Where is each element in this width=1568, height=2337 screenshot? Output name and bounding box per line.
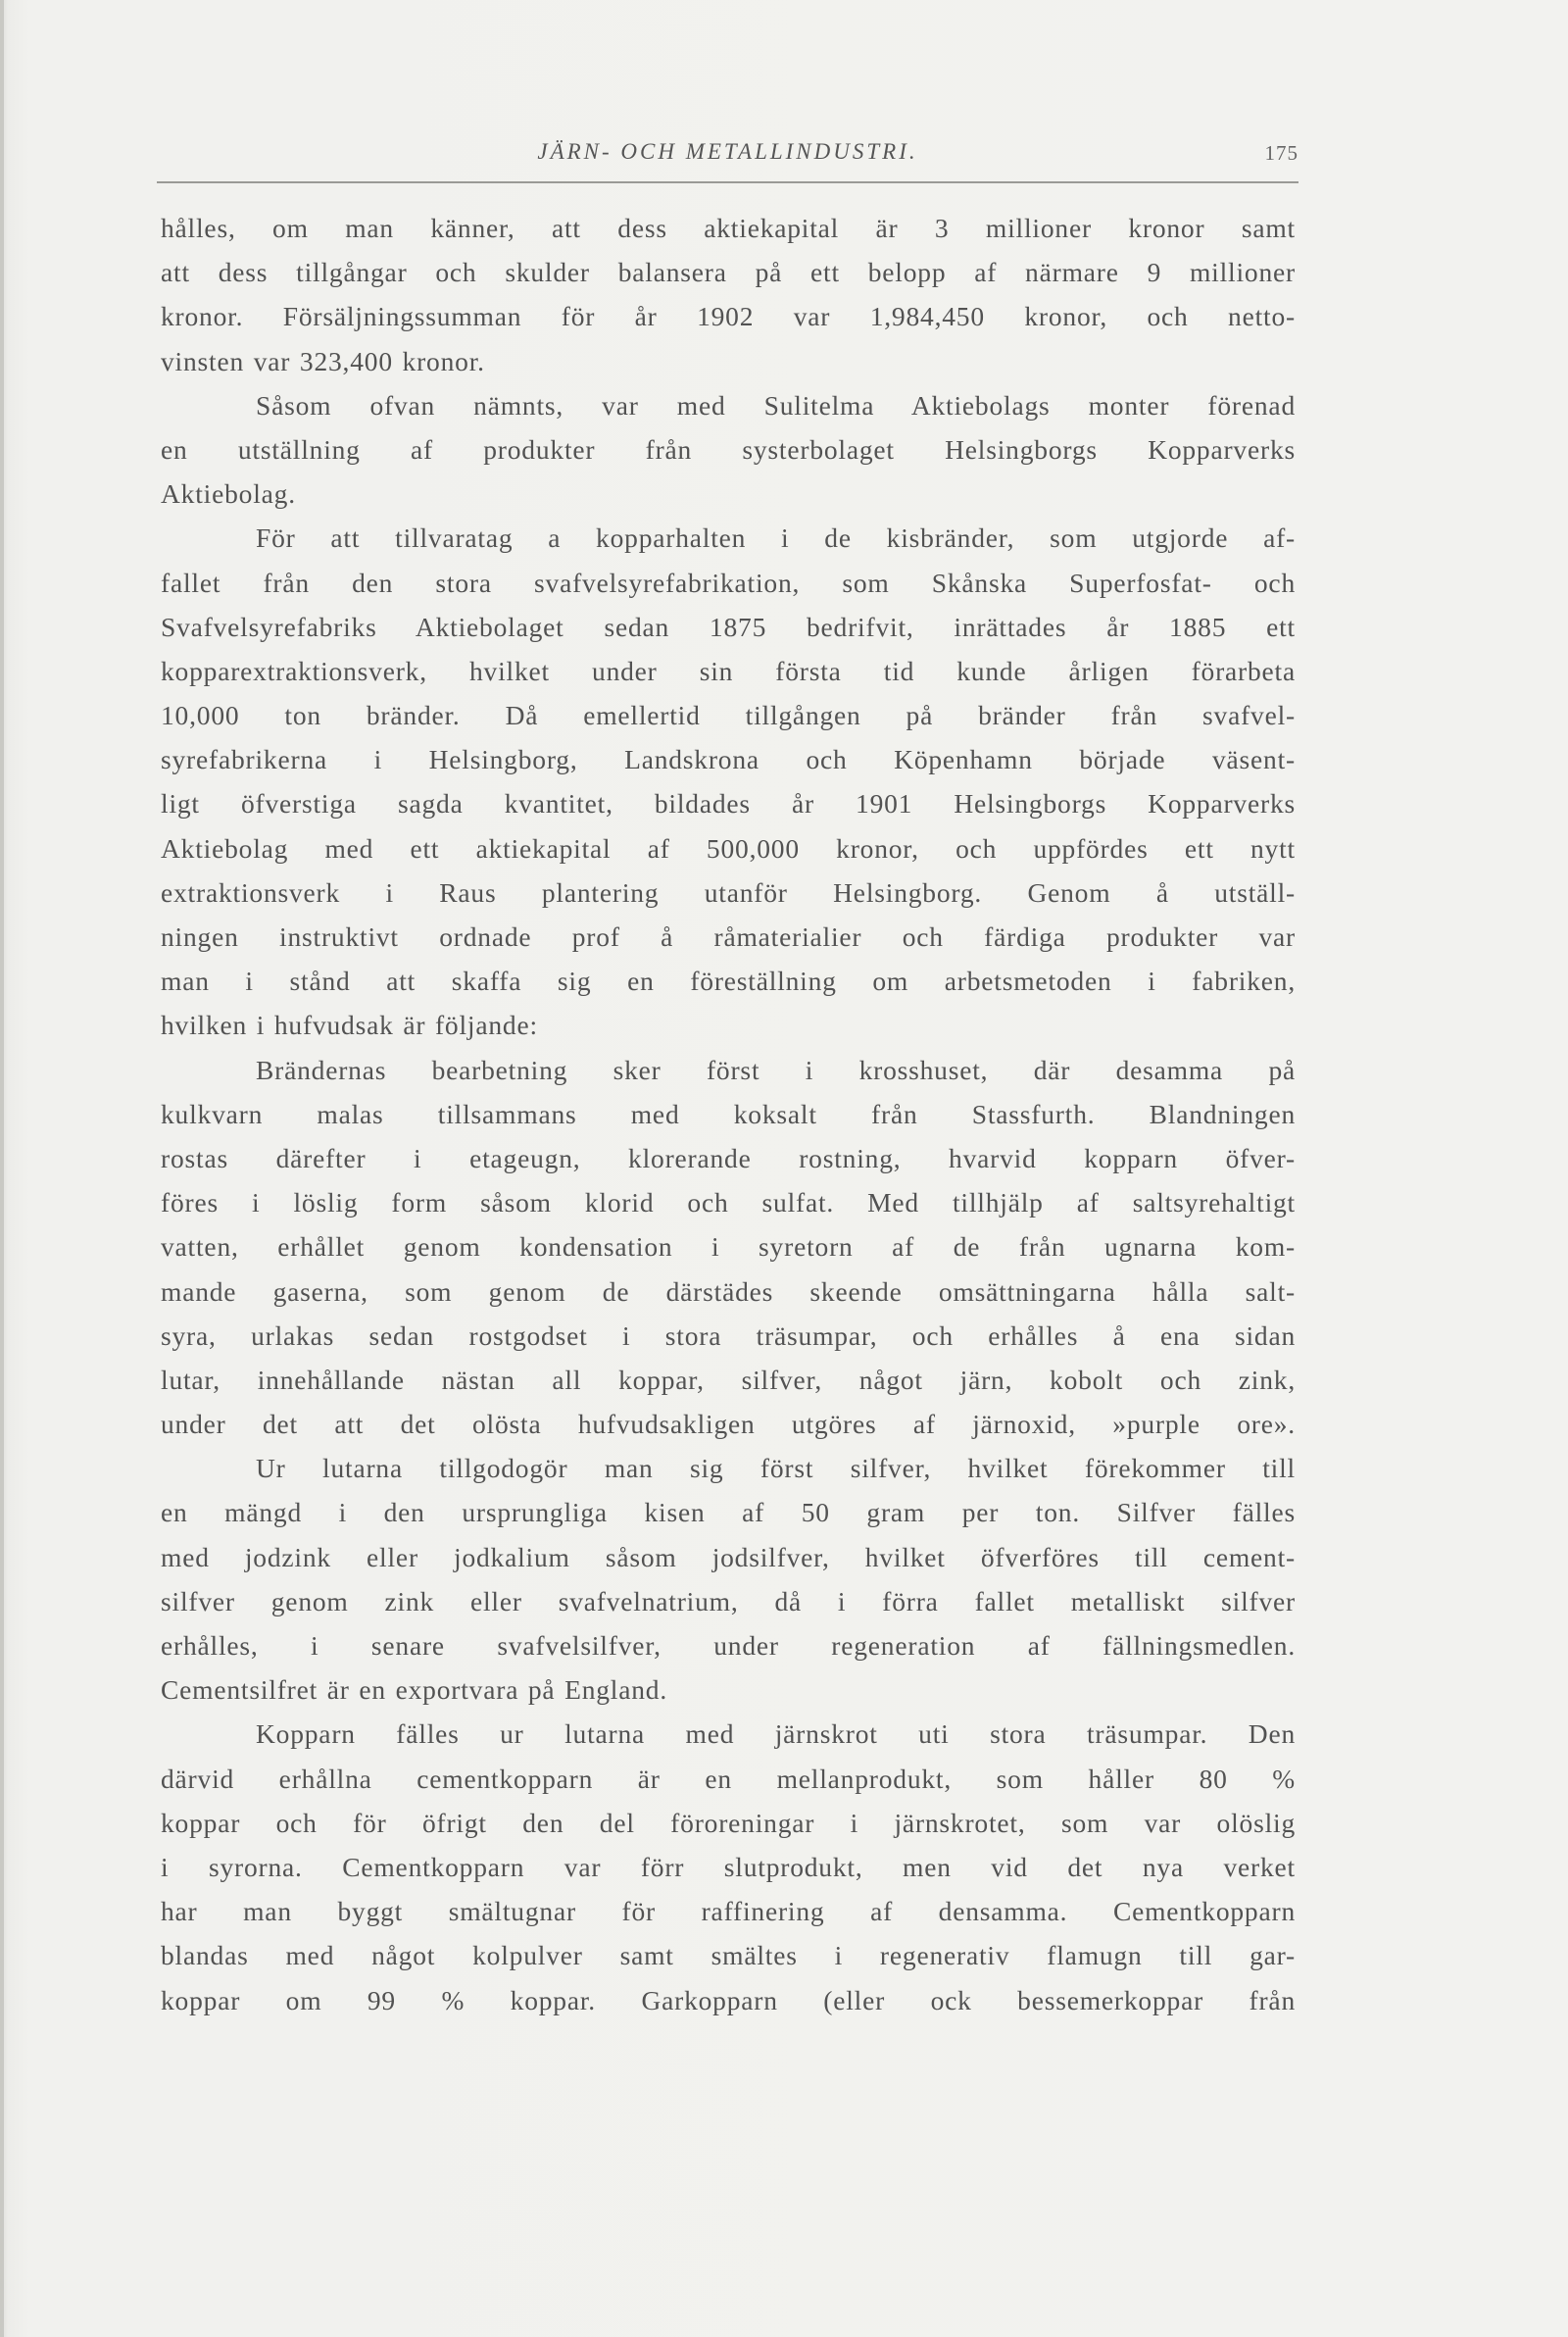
text-line: har man byggt smältugnar för raffinering af densamma. Cementkopparn [161, 1896, 1296, 1927]
text-line: i syrorna. Cementkopparn var förr slutprodukt, men vid det nya verket [161, 1851, 1296, 1882]
text-line: blandas med något kolpulver samt smältes i regenerativ flamugn till gar- [161, 1940, 1296, 1971]
text-line: kopparextraktionsverk, hvilket under sin första tid kunde årligen förarbeta [161, 655, 1296, 686]
page-number: 175 [1264, 141, 1298, 165]
text-line: kronor. Försäljningssumman för år 1902 var 1,984,450 kronor, och netto- [161, 301, 1296, 332]
text-line: ningen instruktivt ordnade prof å råmaterialier och färdiga produkter var [161, 921, 1296, 952]
text-line: fallet från den stora svafvelsyrefabrikation, som Skånska Superfosfat- och [161, 567, 1296, 598]
text-line: koppar och för öfrigt den del föroreningar i järnskrotet, som var olöslig [161, 1807, 1296, 1838]
text-line: en mängd i den ursprungliga kisen af 50 gram per ton. Silfver fälles [161, 1497, 1296, 1528]
text-line: erhålles, i senare svafvelsilfver, under regeneration af fällningsmedlen. [161, 1630, 1296, 1661]
text-line: Aktiebolag. [161, 478, 296, 510]
text-line: koppar om 99 % koppar. Garkopparn (eller ock bessemerkoppar från [161, 1984, 1296, 2015]
text-line: Kopparn fälles ur lutarna med järnskrot uti stora träsumpar. Den [256, 1718, 1296, 1750]
text-line: under det att det olösta hufvudsakligen utgöres af järnoxid, »purple ore». [161, 1409, 1296, 1440]
text-line: hvilken i hufvudsak är följande: [161, 1010, 538, 1041]
running-header [157, 133, 1298, 182]
text-line: hålles, om man känner, att dess aktiekapital är 3 millioner kronor samt [161, 213, 1296, 243]
running-title: JÄRN- OCH METALLINDUSTRI. [537, 139, 918, 164]
text-line: syrefabrikerna i Helsingborg, Landskrona och Köpenhamn började väsent- [161, 744, 1296, 775]
text-line: föres i löslig form såsom klorid och sulfat. Med tillhjälp af saltsyrehaltigt [161, 1187, 1296, 1218]
text-line: en utställning af produkter från systerbolaget Helsingborgs Kopparverks [161, 433, 1296, 465]
text-line: kulkvarn malas tillsammans med koksalt från Stassfurth. Blandningen [161, 1098, 1296, 1129]
text-line: därvid erhållna cementkopparn är en mellanprodukt, som håller 80 % [161, 1763, 1296, 1794]
text-line: ligt öfverstiga sagda kvantitet, bildades år 1901 Helsingborgs Kopparverks [161, 788, 1296, 820]
text-line: Svafvelsyrefabriks Aktiebolaget sedan 1875 bedrifvit, inrättades år 1885 ett [161, 611, 1296, 642]
header-rule [157, 181, 1298, 183]
text-line: Ur lutarna tillgodogör man sig först silfver, hvilket förekommer till [256, 1453, 1296, 1484]
text-line: mande gaserna, som genom de därstädes skeende omsättningarna hålla salt- [161, 1275, 1296, 1307]
text-line: att dess tillgångar och skulder balansera på ett belopp af närmare 9 millioner [161, 257, 1296, 288]
text-line: Cementsilfret är en exportvara på England. [161, 1674, 668, 1706]
text-line: rostas därefter i etageugn, klorerande rostning, hvarvid kopparn öfver- [161, 1142, 1296, 1173]
text-line: Aktiebolag med ett aktiekapital af 500,000 kronor, och uppfördes ett nytt [161, 832, 1296, 864]
text-line: man i stånd att skaffa sig en föreställning om arbetsmetoden i fabriken, [161, 966, 1296, 997]
text-line: med jodzink eller jodkalium såsom jodsilfver, hvilket öfverföres till cement- [161, 1541, 1296, 1572]
body-text [161, 206, 1296, 2022]
text-line: Såsom ofvan nämnts, var med Sulitelma Aktiebolags monter förenad [256, 389, 1296, 421]
text-line: Brändernas bearbetning sker först i krosshuset, där desamma på [256, 1054, 1296, 1085]
page-binding-edge [0, 0, 4, 2337]
text-line: vatten, erhållet genom kondensation i syretorn af de från ugnarna kom- [161, 1231, 1296, 1263]
text-line: 10,000 ton bränder. Då emellertid tillgången på bränder från svafvel- [161, 700, 1296, 731]
text-line: vinsten var 323,400 kronor. [161, 345, 485, 376]
text-line: För att tillvaratag a kopparhalten i de kisbränder, som utgjorde af- [256, 522, 1296, 554]
text-line: syra, urlakas sedan rostgodset i stora träsumpar, och erhålles å ena sidan [161, 1319, 1296, 1351]
text-line: lutar, innehållande nästan all koppar, silfver, något järn, kobolt och zink, [161, 1364, 1296, 1395]
text-line: extraktionsverk i Raus plantering utanför Helsingborg. Genom å utställ- [161, 876, 1296, 908]
text-line: silfver genom zink eller svafvelnatrium, då i förra fallet metalliskt silfver [161, 1585, 1296, 1616]
